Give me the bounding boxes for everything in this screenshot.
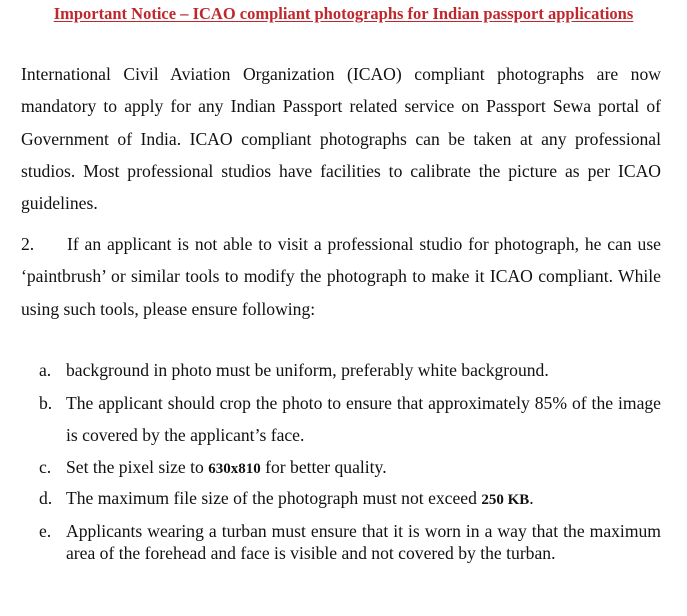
list-marker: a.: [39, 360, 52, 380]
guideline-text-after: .: [529, 488, 534, 508]
guideline-text-before: The maximum file size of the photograph must not exceed: [66, 488, 477, 508]
guideline-item-background: [39, 354, 661, 386]
guideline-item-file-size: [39, 482, 661, 516]
guideline-item-pixel-size: [39, 451, 661, 485]
instructions-paragraph: [21, 228, 661, 325]
list-marker: c.: [39, 457, 52, 477]
list-marker: d.: [39, 488, 53, 508]
guideline-text: [66, 482, 661, 516]
notice-title: Important Notice – ICAO compliant photographs for Indian passport applications: [53, 4, 634, 23]
pixel-size-value: 630x810: [208, 461, 261, 477]
guideline-text: background in photo must be uniform, preferably white background.: [66, 360, 549, 380]
guideline-item-turban: [39, 521, 661, 564]
file-size-value: 250 KB: [481, 492, 530, 508]
intro-paragraph: International Civil Aviation Organization (ICAO) compliant photographs are now mandatory to apply for any Indian Passport related service on Passport Sewa portal of Government of India. ICAO compliant photographs can be taken at any professional studios. Most professional studios have facilities to calibrate the picture as per ICAO guidelines.: [21, 64, 661, 214]
paragraph-number: 2.: [21, 234, 35, 254]
guideline-text-after: for better quality.: [265, 457, 387, 477]
list-marker: b.: [39, 393, 53, 413]
guideline-text: Applicants wearing a turban must ensure that it is worn in a way that the maximum area of the forehead and face is visible and not covered by the turban.: [66, 521, 661, 563]
guideline-item-crop: [39, 387, 661, 451]
guideline-text: [66, 451, 661, 485]
guideline-text-before: Set the pixel size to: [66, 457, 204, 477]
guideline-text: The applicant should crop the photo to ensure that approximately 85% of the image is covered by the applicant’s face.: [66, 393, 661, 445]
list-marker: e.: [39, 521, 52, 541]
instructions-text: If an applicant is not able to visit a professional studio for photograph, he can use ‘paintbrush’ or similar tools to modify the photograph to make it ICAO compliant. While using such tools, please ensure following:: [21, 234, 661, 319]
